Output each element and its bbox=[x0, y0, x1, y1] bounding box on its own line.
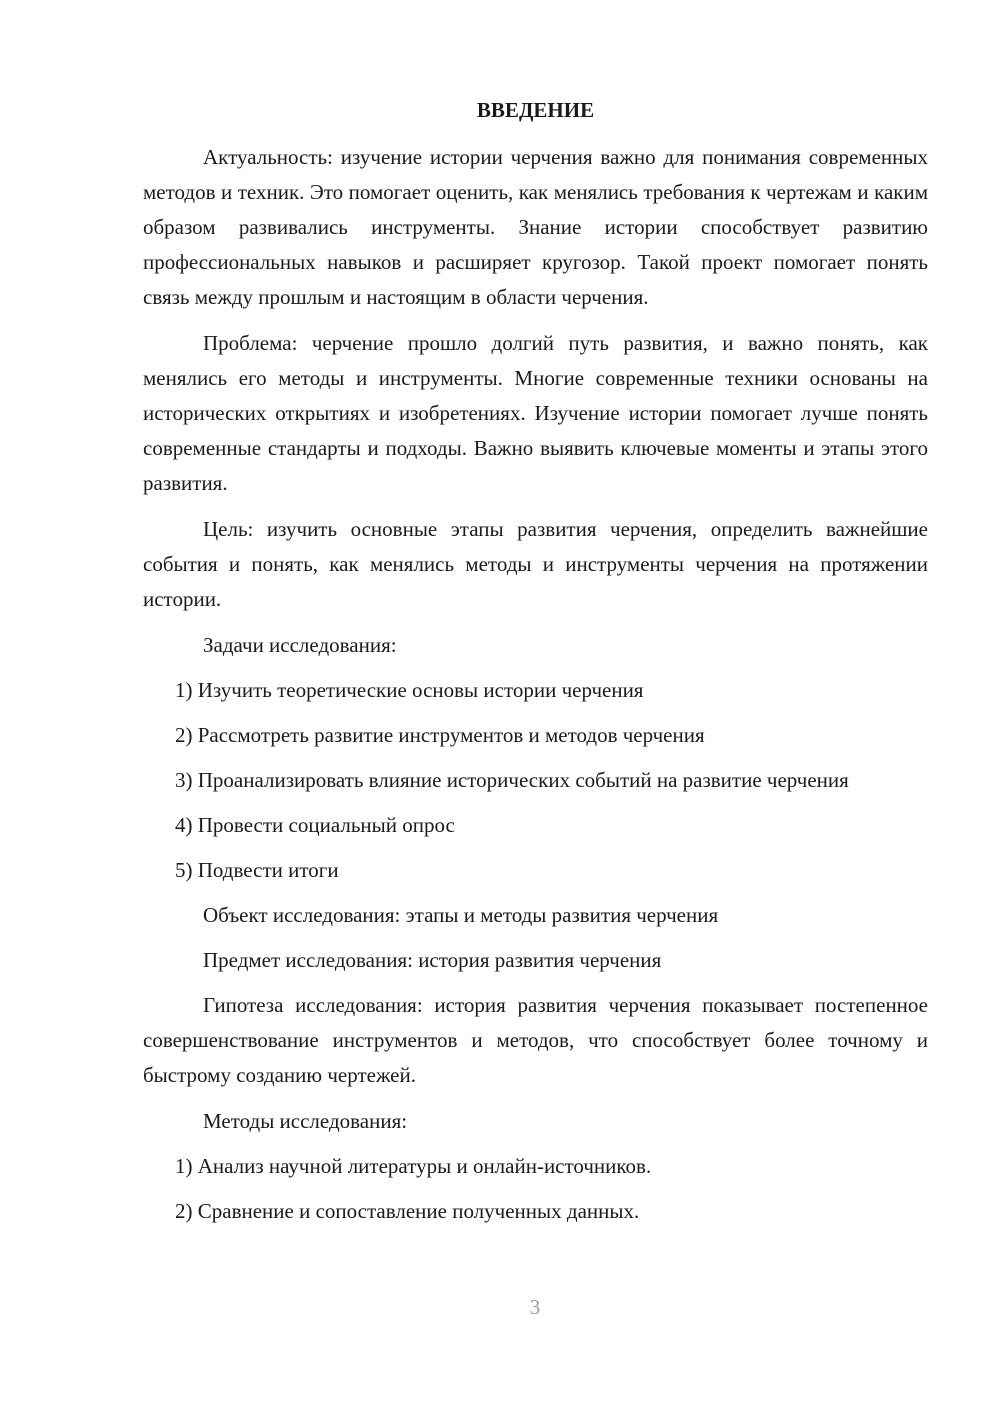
task-item: 2) Рассмотреть развитие инструментов и методов черчения bbox=[175, 723, 705, 747]
task-item: 1) Изучить теоретические основы истории черчения bbox=[175, 678, 644, 702]
tasks-heading: Задачи исследования: bbox=[203, 633, 397, 657]
document-page bbox=[143, 93, 928, 1239]
subject-line: Предмет исследования: история развития черчения bbox=[203, 948, 662, 972]
method-item: 2) Сравнение и сопоставление полученных данных. bbox=[175, 1199, 640, 1223]
problem-paragraph: Проблема: черчение прошло долгий путь развития, и важно понять, как менялись его методы и инструменты. Многие современные техники основаны на исторических открытиях и изобретениях. Изучение истории помогает лучше понять современные стандарты и подходы. Важно выявить ключевые моменты и этапы этого развития. bbox=[143, 331, 928, 495]
goal-paragraph: Цель: изучить основные этапы развития черчения, определить важнейшие события и понять, как менялись методы и инструменты черчения на протяжении истории. bbox=[143, 517, 928, 611]
page-number: 3 bbox=[529, 1295, 541, 1319]
object-line: Объект исследования: этапы и методы развития черчения bbox=[203, 903, 719, 927]
task-item: 5) Подвести итоги bbox=[175, 858, 339, 882]
task-item: 3) Проанализировать влияние исторических событий на развитие черчения bbox=[175, 768, 849, 792]
method-item: 1) Анализ научной литературы и онлайн-источников. bbox=[175, 1154, 652, 1178]
hypothesis-paragraph: Гипотеза исследования: история развития черчения показывает постепенное совершенствование инструментов и методов, что способствует более точному и быстрому созданию чертежей. bbox=[143, 993, 928, 1087]
page-title: ВВЕДЕНИЕ bbox=[476, 98, 595, 122]
task-item: 4) Провести социальный опрос bbox=[175, 813, 455, 837]
relevance-paragraph: Актуальность: изучение истории черчения важно для понимания современных методов и техник. Это помогает оценить, как менялись требования к чертежам и каким образом развивались инструменты. Знание истории способствует развитию профессиональных навыков и расширяет кругозор. Такой проект помогает понять связь между прошлым и настоящим в области черчения. bbox=[143, 145, 928, 309]
methods-heading: Методы исследования: bbox=[203, 1109, 408, 1133]
